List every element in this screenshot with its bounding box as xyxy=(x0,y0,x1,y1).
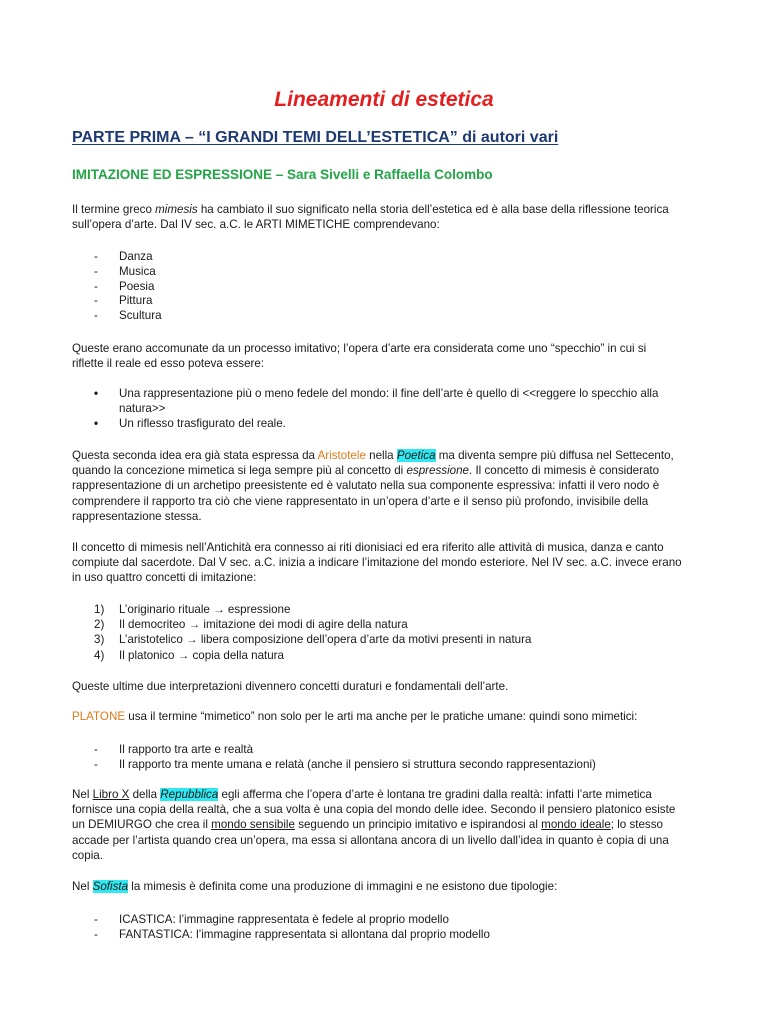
underlined-libro-x: Libro X xyxy=(92,788,130,801)
list-item-text: Il platonico → copia della natura xyxy=(119,648,284,662)
list-item xyxy=(94,632,694,647)
list-item xyxy=(94,264,162,279)
section-heading: IMITAZIONE ED ESPRESSIONE – Sara Sivelli e Raffaella Colombo xyxy=(72,167,493,182)
list-item-text: Pittura xyxy=(119,294,153,308)
types-list xyxy=(94,912,694,942)
list-item-text: Danza xyxy=(119,250,153,263)
highlighted-title-poetica: Poetica xyxy=(396,449,436,462)
list-item xyxy=(94,742,694,757)
underlined-mondo-sensibile: mondo sensibile xyxy=(211,818,295,832)
paragraph-sofista xyxy=(72,879,696,894)
text-line: compiute dal sacerdote. Dal V sec. a.C. inizia a indicare l’imitazione del mondo esteriore. Nel IV sec. a.C. invece erano xyxy=(72,556,682,570)
list-item xyxy=(94,927,694,942)
paragraph-summary: Queste ultime due interpretazioni divennero concetti duraturi e fondamentali dell’arte. xyxy=(72,680,509,693)
paragraph-repubblica xyxy=(72,787,696,863)
list-item xyxy=(94,416,694,431)
text-line: rappresentazione di un archetipo preesistente ed è valutato nella sua componente espressiva: infatti il vero nodo è xyxy=(72,479,660,493)
dash-marker: - xyxy=(94,913,98,926)
list-item-text: ICASTICA: l’immagine rappresentata è fedele al proprio modello xyxy=(119,913,449,926)
text-span: ma diventa sempre più diffusa nel Settecento, xyxy=(435,449,674,462)
text-line: copia. xyxy=(72,848,103,862)
list-item xyxy=(94,757,694,772)
bullet-list xyxy=(94,386,694,432)
text-span: Nel xyxy=(72,788,93,801)
list-item xyxy=(94,617,694,632)
list-item-text: L’aristotelico → libera composizione dell’opera d’arte da motivi presenti in natura xyxy=(119,633,532,647)
list-item xyxy=(94,602,694,617)
text-line: comprendere il rapporto tra ciò che viene rappresentato in un’opera d’arte e il senso più profondo, invisibile della xyxy=(72,494,649,508)
paragraph-platone xyxy=(72,709,696,724)
text-line: sull’opera d’arte. Dal IV sec. a.C. le ARTI MIMETICHE comprendevano: xyxy=(72,218,440,232)
bullet-marker: • xyxy=(94,417,99,431)
list-item-text: Un riflesso trasfigurato del reale. xyxy=(119,417,286,431)
author-name-aristotele: Aristotele xyxy=(317,449,366,462)
term-mimesis: mimesis xyxy=(155,203,198,216)
part-heading: PARTE PRIMA – “I GRANDI TEMI DELL’ESTETICA” di autori vari xyxy=(72,129,559,146)
author-name-platone: PLATONE xyxy=(72,710,126,723)
list-number: 4) xyxy=(94,648,105,662)
list-number: 3) xyxy=(94,633,105,647)
paragraph-mirror xyxy=(72,341,696,371)
text-span: quando la concezione mimetica si lega sempre più al concetto di xyxy=(72,464,407,478)
dash-marker: - xyxy=(94,264,98,278)
list-number: 2) xyxy=(94,618,105,632)
concepts-list xyxy=(94,602,694,663)
text-span: della xyxy=(129,788,161,801)
list-item-text: Il rapporto tra mente umana e relatà (anche il pensiero si struttura secondo rappresentazioni) xyxy=(119,757,596,771)
text-line: Il concetto di mimesis nell’Antichità era connesso ai riti dionisiaci ed era riferito alle attività di musica, danza e canto xyxy=(72,541,664,554)
list-item xyxy=(94,249,162,264)
list-item-text: Poesia xyxy=(119,279,155,293)
list-item-text xyxy=(119,386,658,416)
text-span: egli afferma che l’opera d’arte è lontana tre gradini dalla realtà: infatti l’arte mimetica xyxy=(218,788,652,801)
highlighted-title-repubblica: Repubblica xyxy=(160,788,219,801)
relations-list xyxy=(94,742,694,772)
list-item xyxy=(94,912,694,927)
list-number: 1) xyxy=(94,603,105,616)
text-line: in uso quattro concetti di imitazione: xyxy=(72,571,257,585)
text-line: fornisce una copia della realtà, che a sua volta è una copia del mondo delle idee. Secondo il pensiero platonico esiste xyxy=(72,803,676,817)
text-span: ha cambiato il suo significato nella storia dell’estetica ed è alla base della riflessione teorica xyxy=(197,203,669,216)
paragraph-aristotele xyxy=(72,448,696,524)
list-item xyxy=(94,648,694,663)
dash-marker: - xyxy=(94,279,98,293)
text-line: Una rappresentazione più o meno fedele del mondo: il fine dell’arte è quello di <<reggere lo specchio alla xyxy=(119,387,659,400)
highlighted-title-sofista: Sofista xyxy=(92,880,129,893)
text-span: Nel xyxy=(72,880,93,893)
bullet-marker: • xyxy=(94,387,99,400)
dash-marker: - xyxy=(94,757,98,771)
dash-marker: - xyxy=(94,294,98,308)
arts-list xyxy=(94,249,162,323)
text-span: un DEMIURGO che crea il xyxy=(72,818,212,832)
document-title: Lineamenti di estetica xyxy=(274,88,494,111)
term-espressione: espressione xyxy=(406,464,469,478)
text-line: natura>> xyxy=(119,402,166,416)
dash-marker: - xyxy=(94,927,98,941)
dash-marker: - xyxy=(94,309,98,323)
dash-marker: - xyxy=(94,250,98,263)
list-item-text: Scultura xyxy=(119,309,162,323)
text-line: riflette il reale ed esso poteva essere: xyxy=(72,357,265,371)
text-span: usa il termine “mimetico” non solo per le arti ma anche per le pratiche umane: quindi sono mimetici: xyxy=(125,710,638,723)
list-item-text: Musica xyxy=(119,264,156,278)
text-span: Il termine greco xyxy=(72,203,156,216)
text-span: ; lo stesso xyxy=(610,818,663,832)
list-item xyxy=(94,308,162,323)
text-span: la mimesis è definita come una produzione di immagini e ne esistono due tipologie: xyxy=(128,880,558,893)
list-item-text: FANTASTICA: l’immagine rappresentata si allontana dal proprio modello xyxy=(119,927,490,941)
underlined-mondo-ideale: mondo ideale xyxy=(541,818,611,832)
list-item-text: Il rapporto tra arte e realtà xyxy=(119,743,254,756)
text-line: rappresentazione stessa. xyxy=(72,509,202,523)
paragraph-intro xyxy=(72,202,696,232)
dash-marker: - xyxy=(94,743,98,756)
list-item xyxy=(94,279,162,294)
text-span: . Il concetto di mimesis è considerato xyxy=(469,464,660,478)
paragraph-antichita xyxy=(72,540,696,586)
list-item xyxy=(94,386,694,416)
text-line: accade per l’artista quando crea un’opera, ma essa si allontana ancora di un livello dall’idea in quanto è copia di una xyxy=(72,833,669,847)
text-span: seguendo un principio imitativo e ispirandosi al xyxy=(294,818,542,832)
text-line: Queste erano accomunate da un processo imitativo; l’opera d’arte era considerata come uno “specchio” in cui si xyxy=(72,342,647,355)
list-item-text: L’originario rituale → espressione xyxy=(119,603,291,616)
text-span: Questa seconda idea era già stata espressa da xyxy=(72,449,318,462)
list-item-text: Il democriteo → imitazione dei modi di agire della natura xyxy=(119,618,408,632)
list-item xyxy=(94,293,162,308)
text-span: nella xyxy=(365,449,397,462)
